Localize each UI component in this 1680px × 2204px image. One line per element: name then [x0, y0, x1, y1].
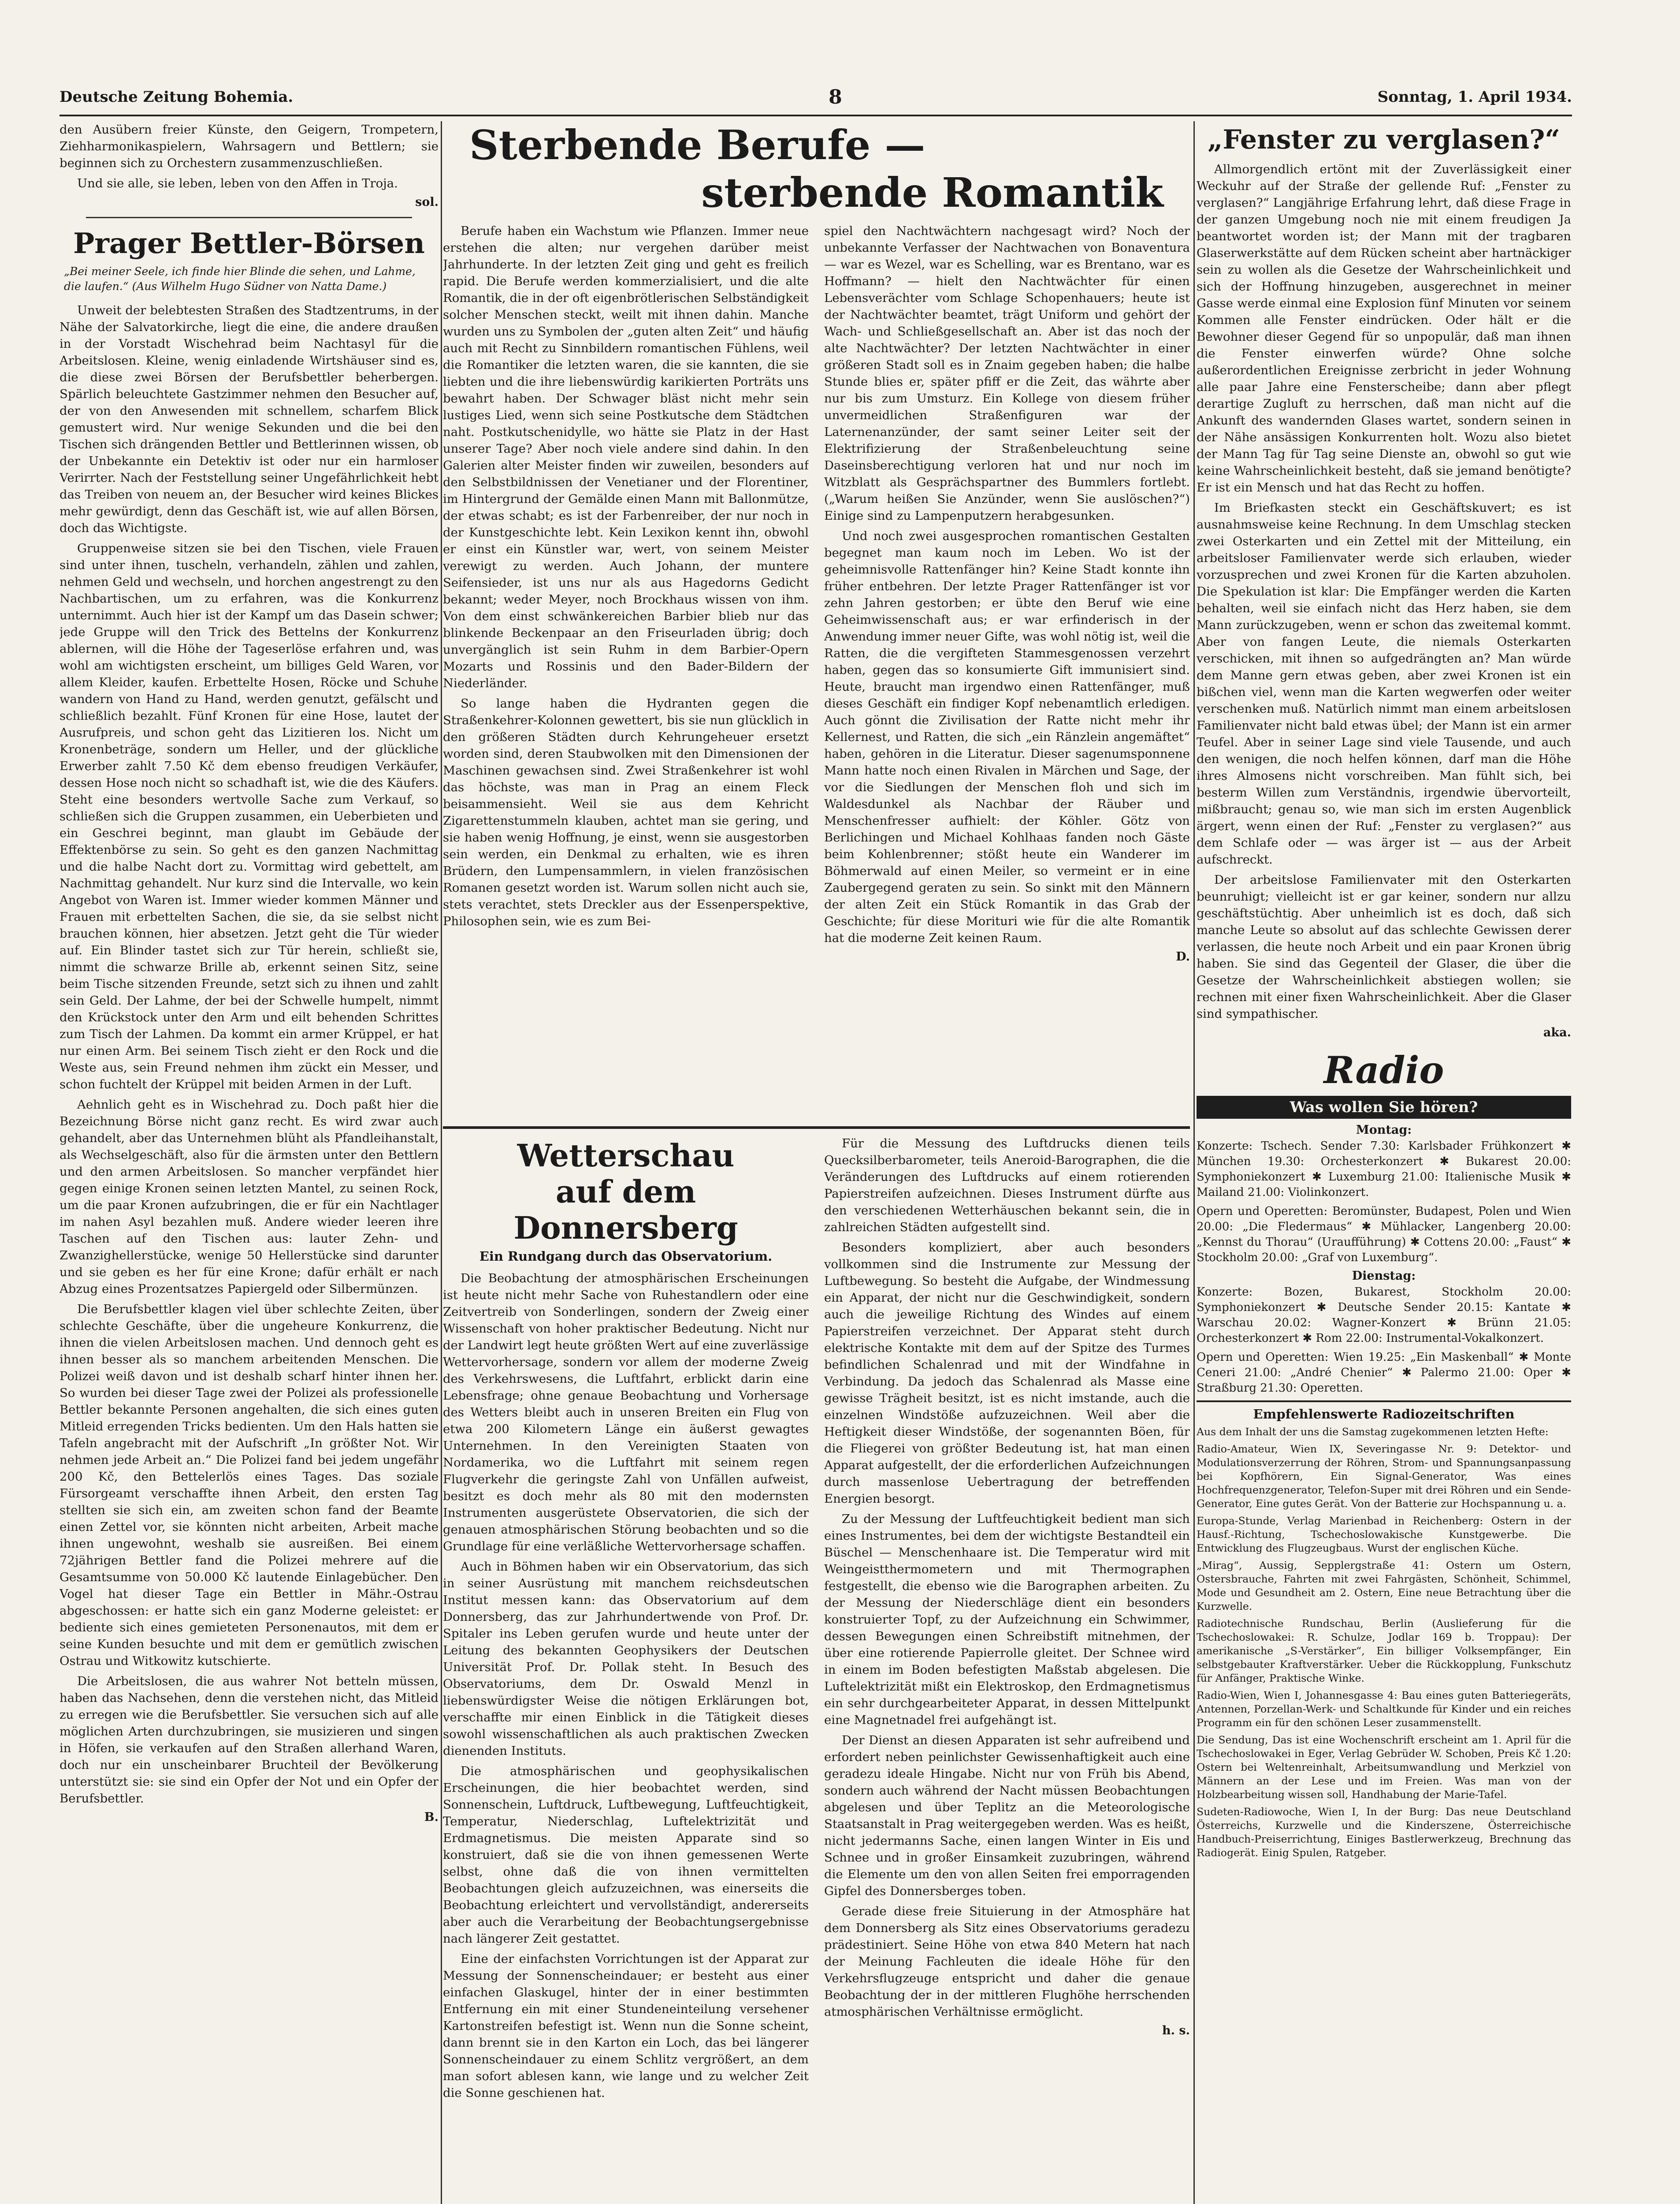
article-paragraph: Und noch zwei ausgesprochen romantischen Gestalten begegnet man kaum noch im Leben. Wo ist der geheimnisvolle Rattenfänger hin? Keine Stadt konnte ihn früher entbehren. Der letzte Prager Rattenfänger ist vor zehn Jahren gestorben; er übte den Beruf wie eine Geheimwissenschaft aus; er war erfinderisch in der Anwendung immer neuer Gifte, was wohl nötig ist, weil die Ratten, die die vergifteten Stammesgenossen verzehrt haben, gegen das so konsumierte Gift immunisiert sind. Heute, braucht man irgendwo einen Rattenfänger, muß dieses Geschäft ein findiger Kopf nebenamtlich erledigen. Auch gönnt die Zivilisation der Ratte nicht mehr ihr Kellernest, und Ratten, die sich „ein Ränzlein angemäftet“ haben, gehören in die Literatur. Dieser sagenumsponnene Mann hatte noch einen Rivalen in Märchen und Sage, der vor die Siedlungen der Menschen floh und sich im Waldesdunkel als Nachbar der Räuber und Menschenfresser aufhielt: der Köhler. Götz von Berlichingen und Michael Kohlhaas fanden noch Gäste beim Kohlenbrenner; stößt heute ein Wanderer im Böhmerwald auf einen Meiler, so vermeint er in eine Zaubergegend geraten zu sein. So sinkt mit den Männern der alten Zeit ein Stück Romantik in das Grab der Geschichte; für diese Morituri wie für die alte Romantik hat die moderne Zeit keinen Raum.	[824, 529, 1190, 945]
article-column	[443, 223, 809, 971]
article-paragraph: Gruppenweise sitzen sie bei den Tischen, viele Frauen sind unter ihnen, tuscheln, verhandeln, zählen und zahlen, nehmen Geld und wechseln, und horchen angestrengt zu den Nachbartischen, um zu erfahren, was die Konkurrenz unternimmt. Auch hier ist der Kampf um das Dasein schwer; jede Gruppe will den Trick des Bettelns der Konkurrenz ablernen, will die Höhe der Tageserlöse erfahren und, was wohl am wichtigsten erscheint, um billiges Geld Waren, vor allem Kleider, kaufen. Erbettelte Hosen, Röcke und Schuhe wandern von Hand zu Hand, werden genutzt, gefälscht und schließlich bezahlt. Fünf Kronen für eine Hose, lautet der Ausrufpreis, und schon geht das Lizitieren los. Nicht um Kronenbeträge, sondern um Heller, und der glückliche Erwerber zahlt 7.50 Kč dem ebenso freudigen Verkäufer, dessen Hose noch nicht so schadhaft ist, wie die des Käufers. Steht eine besonders wertvolle Sache zum Verkauf, so schließen sich die Gruppen zusammen, ein Ueberbieten und ein Geschrei beginnt, man glaubt im Gebäude der Effektenbörse zu sein. So geht es den ganzen Nachmittag und die halbe Nacht dort zu. Vormittag wird gebettelt, am Nachmittag gehandelt. Nur kurz sind die Intervalle, wo kein Angebot von Waren ist. Immer wieder kommen Männer und Frauen mit erbettelten Sachen, die sie, da sie selbst nicht brauchen können, hier absetzen. Jetzt geht die Tür wieder auf. Ein Blinder tastet sich zur Tür herein, schließt sie, nimmt die schwarze Brille ab, erkennt seinen Sitz, seine beim Tische sitzenden Freunde, setzt sich zu ihnen und zahlt sein Geld. Der Lahme, der bei der Schwelle humpelt, nimmt den Krückstock unter den Arm und eilt behenden Schrittes zum Tisch der Lahmen. Da kommt ein armer Krüppel, er hat nur einen Arm. Bei seinem Tisch zieht er den Rock und die Weste aus, sein Freund nehmen ihm zückt ein Messer, und schon fuchtelt der Krüppel mit beiden Armen in der Luft.	[59, 541, 439, 1091]
magazine-entry: Europa-Stunde, Verlag Marienbad in Reichenberg: Ostern in der Hausf.-Richtung, Tschechoslowakische Kunstgewerbe. Die Entwicklung des Flugzeugbaus. Wurst der englischen Küche.	[1197, 1515, 1571, 1554]
magazine-entry: Radio-Wien, Wien I, Johannesgasse 4: Bau eines guten Batteriegeräts, Antennen, Porzellan-Werk- und Schaltkunde für Kinder und ein reiches Programm ein für den schönen Leser zusammenstellt.	[1197, 1689, 1571, 1729]
newspaper-name: Deutsche Zeitung Bohemia.	[59, 88, 294, 106]
author-signature: sol.	[415, 195, 439, 209]
radio-magazines-title: Empfehlenswerte Radiozeitschriften	[1253, 1407, 1515, 1422]
article-paragraph: Die atmosphärischen und geophysikalischen Erscheinungen, die hier beobachtet werden, sind Sonnenschein, Luftdruck, Luftbewegung, Luftfeuchtigkeit, Temperatur, Niederschlag, Luftelektrizität und Erdmagnetismus. Die meisten Apparate sind so konstruiert, daß sie die von ihnen gemessenen Werte selbst, ohne daß die von ihnen vermittelten Beobachtungen gleich aufzuzeichnen, was einerseits die Beobachtung erleichtert und vervollständigt, andererseits aber auch die Verarbeitung der Beobachtungsergebnisse nach längerer Zeit gestattet.	[443, 1764, 809, 1946]
article-paragraph: Aehnlich geht es in Wischehrad zu. Doch paßt hier die Bezeichnung Börse nicht ganz recht. Es wird zwar auch gehandelt, aber das Unternehmen blüht als Pfandleihanstalt, als Wechselgeschäft, also für die ärmsten unter den Bettlern und den armen Arbeitslosen. So mancher verpfändet hier gegen einige Kronen seinen letzten Mantel, zu seinen Rock, um die paar Kronen aufzubringen, die er für ein Nachtlager im nahen Asyl bezahlen muß. Andere wieder leeren ihre Taschen auf den Tischen aus: lauter Zehn- und Zwanzighellerstücke, wenige 50 Hellerstücke sind darunter und sie geben es her für eine Krone; dafür erhält er nach Abzug eines Prozentsatzes Papiergeld oder Silbermünzen.	[59, 1098, 439, 1296]
article-paragraph: Gerade diese freie Situierung in der Atmosphäre hat dem Donnersberg als Sitz eines Observatoriums geradezu prädestiniert. Seine Höhe von etwa 840 Metern hat nach der Meinung Fachleuten die ideale Höhe für den Verkehrsflugzeuge entspricht und daher die genaue Beobachtung der in der mittleren Flughöhe herrschenden atmosphärischen Verhältnisse ermöglicht.	[824, 1904, 1190, 2019]
radio-listing: Konzerte: Bozen, Bukarest, Stockholm 20.00: Symphoniekonzert ✱ Deutsche Sender 20.15: Kantate ✱ Warschau 20.02: Wagner-Konzert ✱ Brünn 21.05: Orchesterkonzert ✱ Rom 22.00: Instrumental-Vokalkonzert.	[1197, 1285, 1571, 1345]
radio-heading: Radio	[1323, 1048, 1444, 1092]
article-paragraph: spiel den Nachtwächtern nachgesagt wird? Noch der unbekannte Verfasser der Nachtwachen von Bonaventura — war es Wezel, war es Schelling, war es Brentano, war es Hoffmann? — hielt den Nachtwächter für einen Lebensverächter vom Schlage Schopenhauers; heute ist der Nachtwächter beamtet, trägt Uniform und gehört der Wach- und Schließgesellschaft an. Aber ist das noch der alte Nachtwächter? Der letzten Nachtwächter in einer größeren Stadt soll es in Znaim gegeben haben; die halbe Stunde blies er, später pfiff er die Zeit, das währte aber nur bis zum Umsturz. Ein Kollege von diesem früher unvermeidlichen Straßenfiguren war der Laternenanzünder, der samt seiner Leiter seit der Elektrifizierung der Straßenbeleuchtung seine Daseinsberechtigung verloren hat und nur noch im Witzblatt als Gesprächspartner des Bummlers fortlebt. („Warum heißen Sie Anzünder, wenn Sie auslöschen?“) Einige sind zu Lampenputzern herabgesunken.	[824, 224, 1190, 523]
article-column	[824, 1135, 1190, 2105]
magazine-entry: Radiotechnische Rundschau, Berlin (Auslieferung für die Tschechoslowakei: R. Schulze, Jodlar 169 b. Troppau): Der amerikanische „S-Verstärker“, Ein billiger Volksempfänger, Ein selbstgebauter Kraftverstärker. Ueber die Rückkopplung, Funkschutz für Anfänger, Praktische Winke.	[1197, 1617, 1571, 1684]
article-paragraph: Die Beobachtung der atmosphärischen Erscheinungen ist heute nicht mehr Sache von Ruhestandlern oder eine Zeitvertreib von Sonderlingen, sondern der Zweig einer Wissenschaft von hoher praktischer Bedeutung. Nicht nur der Landwirt legt heute größten Wert auf eine zuverlässige Wettervorhersage, sondern vor allem der moderne Zweig des Verkehrswesens, die Luftfahrt, erblickt darin eine Lebensfrage; ohne genaue Beobachtung und Vorhersage des Wetters bleibt auch in unseren Breiten ein Flug von etwa 200 Kilometern Länge ein äußerst gewagtes Unternehmen. In den Vereinigten Staaten von Nordamerika, wo die Luftfahrt mit seinem regen Flugverkehr die geringste Zahl von Unfällen aufweist, besitzt es doch mehr als 80 mit den modernsten Instrumenten ausgerüstete Observatorien, die sich der genauen atmosphärischen Störung beobachten und so die Grundlage für eine verläßliche Wettervorhersage schaffen.	[443, 1271, 809, 1553]
column-rule	[441, 121, 442, 2204]
radio-listing: Opern und Operetten: Wien 19.25: „Ein Maskenball“ ✱ Monte Ceneri 21.00: „André Chenier“ ✱ Palermo 21.00: Oper ✱ Straßburg 21.30: Operetten.	[1197, 1351, 1571, 1395]
article-paragraph: Unweit der belebtesten Straßen des Stadtzentrums, in der Nähe der Salvatorkirche, liegt die eine, die andere draußen in der Vorstadt Wischehrad beim Nachtasyl für die Arbeitslosen. Kleine, wenig einladende Wirtshäuser sind es, die diese zwei Börsen der Berufsbettler beherbergen. Spärlich beleuchtete Gastzimmer nehmen den Besucher auf, der von den Anwesenden mit schnellem, scharfem Blick gemustert wird. Nur wenige Sekunden und die bei den Tischen sich drängenden Bettler und Bettlerinnen wissen, ob der Unbekannte ein Detektiv ist oder nur ein harmloser Verirrter. Nach der Feststellung seiner Ungefährlichkeit hebt das Treiben von neuem an, der Besucher wird keines Blickes mehr gewürdigt, denn das Geschäft ist, wie auf allen Börsen, doch das Wichtigste.	[59, 303, 439, 535]
magazine-entry: Sudeten-Radiowoche, Wien I, In der Burg: Das neue Deutschland Österreichs, Kurzwelle und die Kinderszene, Österreichische Handbuch-Preiserrichtung, Einiges Bastlerwerkzeug, Brechnung das Radiogerät. Einig Spulen, Ratgeber.	[1197, 1806, 1571, 1859]
article-title: Prager Bettler-Börsen	[73, 227, 425, 260]
article-wetterschau	[443, 1135, 1190, 2204]
article-title: sterbende Romantik	[701, 169, 1163, 216]
radio-section	[1197, 1048, 1571, 1860]
author-signature: h. s.	[1162, 2024, 1190, 2037]
article-paragraph: Der Dienst an diesen Apparaten ist sehr aufreibend und erfordert neben peinlichster Gewissenhaftigkeit auch eine geradezu ideale Hingabe. Nicht nur von Früh bis Abend, sondern auch während der Nacht müssen Beobachtungen abgelesen und über Teplitz an die Meteorologische Staatsanstalt in Prag weitergegeben werden. Was es heißt, nicht jedermanns Sache, einen langen Winter in Eis und Schnee und in großer Einsamkeit zuzubringen, während die Elemente um den von allen Seiten frei emporragenden Gipfel des Donnersberges toben.	[824, 1733, 1190, 1898]
article-paragraph: Die Berufsbettler klagen viel über schlechte Zeiten, über schlechte Geschäfte, über die ungeheure Konkurrenz, die ihnen die vielen Arbeitslosen machen. Und dennoch geht es ihnen besser als so manchem arbeitenden Menschen. Die Polizei weiß davon und ist deshalb scharf hinter ihnen her. So wurden bei dieser Tage zwei der Polizei als professionelle Bettler bekannte Personen angehalten, die sich eines guten Mitleid erregenden Tricks bedienten. Um den Hals hatten sie Tafeln angebracht mit der Aufschrift „In größter Not. Wir nehmen jede Arbeit an.“ Die Polizei fand bei jedem ungefähr 200 Kč, den Bettelerlös eines Tages. Das soziale Fürsorgeamt verschaffte ihnen Arbeit, den ersten Tag stellten sie sich ein, am zweiten schon fand der Beamte einen Zettel vor, sie könnten nicht arbeiten, Arbeit mache ihnen ungewohnt, weshalb sie ausreißen. Bei einem 72jährigen Bettler fand die Polizei mehrere auf die Gesamtsumme von 50.000 Kč lautende Einlagebücher. Den Vogel hat dieser Tage ein Bettler in Mähr.-Ostrau abgeschossen: er hatte sich ein ganz Moderne geleistet: er bediente sich eines gemieteten Personenautos, mit dem er seine Kunden besuchte und mit dem er gemütlich zwischen Ostrau und Witkowitz kutschierte.	[59, 1302, 439, 1668]
article-title: auf dem Donnersberg	[513, 1173, 738, 1246]
article-paragraph: Berufe haben ein Wachstum wie Pflanzen. Immer neue erstehen die alten; nur vergehen darüber meist Jahrhunderte. In der letzten Zeit ging und geht es freilich rapid. Die Berufe werden kommerzialisiert, und die alte Romantik, die in der oft eigenbrötlerischen Selbständigkeit solcher Menschen steckt, weilt mit ihnen dahin. Manche wurden uns zu Symbolen der „guten alten Zeit“ und häufig auch mit Recht zu Sinnbildern romantischen Fühlens, weil die Romantiker die letzten waren, die sie kannten, die sie liebten und die ihre liebenswürdig karikierten Porträts uns bewahrt haben. Der Schwager bläst nicht mehr sein lustiges Lied, wenn sich seine Postkutsche dem Städtchen naht. Postkutschenidylle, wo hätte sie Platz in der Hast unserer Tage? Aber noch viele andere sind dahin. In den Galerien alter Meister finden wir zuweilen, besonders auf den Selbstbildnissen der Venetianer und der Florentiner, im Hintergrund der Gemälde einen Mann mit Ballonmütze, der etwas schabt; es ist der Farbenreiber, der nur noch in der Kunstgeschichte lebt. Kein Lexikon kennt ihn, obwohl er einst ein Künstler war, wert, von seinem Meister verewigt zu werden. Auch Johann, der muntere Seifensieder, ist uns nur als aus Hagedorns Gedicht bekannt; weder Meyer, noch Brockhaus wissen von ihm. Von dem einst schwänkereichen Barbier blieb nur das blinkende Beckenpaar an den Friseurladen übrig; doch unvergänglich ist sein Ruhm in dem Barbier-Opern Mozarts und Rossinis und den Bader-Bildern der Niederländer.	[443, 224, 809, 690]
radio-day: Montag:	[1356, 1123, 1412, 1137]
article-column	[824, 223, 1190, 971]
article-sterbende-berufe	[443, 121, 1190, 1117]
article-paragraph: Besonders kompliziert, aber auch besonders vollkommen sind die Instrumente zur Messung der Luftbewegung. So besteht die Aufgabe, der Windmessung ein Apparat, der nicht nur die Geschwindigkeit, sondern auch die jeweilige Richtung des Windes auf einem Papierstreifen verzeichnet. Der Apparat steht durch elektrische Kontakte mit dem auf der Spitze des Turmes befindlichen Schalenrad und mit der Windfahne in Verbindung. Da jedoch das Schalenrad als Masse eine gewisse Trägheit besitzt, ist es nicht imstande, auch die einzelnen Windstöße aufzuzeichnen. Weil aber die Heftigkeit dieser Windstöße, der sogenannten Böen, für die Fliegerei von größter Bedeutung ist, hat man einen Apparat aufgestellt, der die erforderlichen Aufzeichnungen durch massenlose Uebertragung der betreffenden Energien besorgt.	[824, 1240, 1190, 1506]
article-paragraph: Für die Messung des Luftdrucks dienen teils Quecksilberbarometer, teils Aneroid-Barographen, die die Veränderungen des Luftdrucks auf einem rotierenden Papierstreifen aufzeichnen. Dieses Instrument dürfte aus den verschiedenen Wetterhäuschen bekannt sein, die in zahlreichen Städten aufgestellt sind.	[824, 1136, 1190, 1234]
article-title: „Fenster zu verglasen?“	[1208, 124, 1560, 155]
author-signature: D.	[1176, 950, 1190, 964]
page-number: 8	[829, 86, 842, 108]
column-left	[59, 121, 439, 2204]
article-title: Sterbende Berufe —	[469, 121, 925, 169]
section-divider	[1197, 1400, 1571, 1402]
continued-text: den Ausübern freier Künste, den Geigern, Trompetern, Ziehharmonikaspielern, Wahrsagern und Bettlern; sie beginnen sich zu Orchestern zusammenzuschließen.	[59, 123, 439, 170]
radio-listing: Konzerte: Tschech. Sender 7.30: Karlsbader Frühkonzert ✱ München 19.30: Orchesterkonzert ✱ Bukarest 20.00: Symphoniekonzert ✱ Luxemburg 21.00: Italienische Musik ✱ Mailand 21.00: Violinkonzert.	[1197, 1139, 1571, 1199]
radio-banner: Was wollen Sie hören?	[1197, 1096, 1571, 1119]
author-signature: aka.	[1543, 1026, 1571, 1039]
magazine-entry: Aus dem Inhalt der uns die Samstag zugekommenen letzten Hefte:	[1197, 1426, 1549, 1438]
magazine-entry: Die Sendung, Das ist eine Wochenschrift erscheint am 1. April für die Tschechoslowakei in Eger, Verlag Gebrüder W. Schoben, Preis Kč 1.20: Ostern bei Weltenreinhalt, Arbeitsumwandlung und Merkziel von Männern an der Lese und im Freien. Was man von der Holzbearbeitung wissen soll, Handhabung der Marie-Tafel.	[1197, 1734, 1571, 1801]
article-paragraph: Allmorgendlich ertönt mit der Zuverlässigkeit einer Weckuhr auf der Straße der gellende Ruf: „Fenster zu verglasen?“ Langjährige Erfahrung lehrt, daß diese Frage in der ganzen Umgebung noch nie mit einem freudigen Ja beantwortet worden ist; der Mann mit der tragbaren Glaserwerkstätte auf dem Rücken scheint aber hartnäckiger sein zu wollen als die Gesetze der Wahrscheinlichkeit und sich der Hoffnung hinzugeben, ausgerechnet in meiner Gasse werde einmal eine Explosion fünf Minuten vor seinem Kommen alle Fenster eindrücken. Oder hält er die Bewohner dieser Gegend für so unpopulär, daß man ihnen die Fenster einwerfen würde? Ohne solche außerordentlichen Ereignisse zerbricht in jeder Wohnung alle paar Jahre eine Fensterscheibe; dann aber pflegt derartige Zugluft zu herrschen, daß man nicht auf die Ankunft des wandernden Glases wartet, sondern seinen in der Nähe ansässigen Konkurrenten holt. Wozu also bietet der Mann Tag für Tag seine Dienste an, obwohl so gut wie keine Wahrscheinlichkeit besteht, daß sie jemand benötigte? Er ist ein Mensch und hat das Recht zu hoffen.	[1197, 162, 1571, 495]
article-paragraph: So lange haben die Hydranten gegen die Straßenkehrer-Kolonnen gewettert, bis sie nun glücklich in den größeren Städten durch Kehrungeheuer ersetzt worden sind, deren Staubwolken mit den Dimensionen der Maschinen gewachsen sind. Zwei Straßenkehrer ist wohl das höchste, was man in Prag an einem Fleck beisammensieht. Weil sie aus dem Kehricht Zigarettenstummeln klauben, achtet man sie gering, und sie haben wenig Hoffnung, je einst, wenn sie ausgestorben sein werden, ein Denkmal zu erhalten, wie es ihren Brüdern, den Lumpensammlern, in vielen französischen Romanen gesetzt worden ist. Warum sollen nicht auch sie, stets verachtet, stets Dreckler aus der Essenperspektive, Philosophen sein, wie es zum Bei-	[443, 696, 809, 928]
continued-end: Und sie alle, sie leben, leben von den Affen in Troja.	[77, 176, 398, 190]
radio-day: Dienstag:	[1352, 1269, 1416, 1283]
magazine-entry: Radio-Amateur, Wien IX, Severingasse Nr. 9: Detektor- und Modulationsverzerrung der Röhren, Strom- und Spannungsanpassung bei Kopfhörern, Ein Signal-Generator, Was eines Hochfrequenzgenerator, Telefon-Super mit drei Röhren und ein Sende-Generator, Eine gutes Gerät. Von der Batterie zur Hochspannung u. a.	[1197, 1443, 1571, 1510]
article-divider	[443, 1126, 1190, 1129]
page-header	[59, 79, 1572, 116]
article-column	[443, 1135, 809, 2105]
column-right	[1197, 121, 1571, 2204]
article-paragraph: Zu der Messung der Luftfeuchtigkeit bedient man sich eines Instrumentes, bei dem der wichtigste Bestandteil ein Büschel — Menschenhaare ist. Die Temperatur wird mit Weingeistthermometern und mit Thermographen festgestellt, die ebenso wie die Barographen arbeiten. Zu der Messung der Niederschläge dient ein besonders konstruierter Topf, zu der Aufzeichnung ein Schwimmer, dessen Bewegungen einen Schreibstift mitnehmen, der über eine rotierende Papierrolle gleitet. Der Schnee wird in einem im Boden befestigten Maßstab abgelesen. Die Luftelektrizität mißt ein Elektroskop, den Erdmagnetismus ein sehr durchgearbeiteter Apparat, in dessen Mittelpunkt eine Magnetnadel frei aufgehängt ist.	[824, 1512, 1190, 1727]
article-paragraph: Der arbeitslose Familienvater mit den Osterkarten beunruhigt; vielleicht ist er gar keiner, sondern nur allzu geschäftstüchtig. Aber unheimlich ist es doch, daß sich manche Leute so absolut auf das schlechte Gewissen derer verlassen, die heute noch Arbeit und ein paar Kronen übrig haben. Sie sind das Gegenteil der Glaser, die über die Gesetze der Wahrscheinlichkeit abstiegen wollen; sie rechnen mit einer fixen Wahrscheinlichkeit. Aber die Glaser sind sympathischer.	[1197, 873, 1571, 1021]
article-subtitle: Ein Rundgang durch das Observatorium.	[479, 1249, 773, 1264]
article-divider	[86, 217, 412, 218]
article-paragraph: Auch in Böhmen haben wir ein Observatorium, das sich in seiner Ausrüstung mit manchem reichsdeutschen Institut messen kann: das Observatorium auf dem Donnersberg, das zur Jahrhundertwende von Prof. Dr. Spitaler ins Leben gerufen wurde und heute unter der Leitung des bekannten Geophysikers der Deutschen Universität Prof. Dr. Pollak steht. In Besuch des Observatoriums, dem Dr. Oswald Menzl in liebenswürdigster Weise die nötigen Erklärungen bot, verschaffte mir einen Einblick in die Tätigkeit dieses sowohl wissenschaftlichen als auch praktischen Zwecken dienenden Instituts.	[443, 1560, 809, 1758]
radio-magazines	[1197, 1407, 1571, 1860]
radio-listing: Opern und Operetten: Beromünster, Budapest, Polen und Wien 20.00: „Die Fledermaus“ ✱ Mühlacker, Langenberg 20.00: „Kennst du Thorau“ (Uraufführung) ✱ Cottens 20.00: „Faust“ ✱ Stockholm 20.00: „Graf von Luxemburg“.	[1197, 1205, 1571, 1264]
column-rule	[1193, 121, 1195, 2204]
article-paragraph: Eine der einfachsten Vorrichtungen ist der Apparat zur Messung der Sonnenscheindauer; er besteht aus einer einfachen Glaskugel, hinter der in einer bestimmten Entfernung ein mit einer Stundeneinteilung versehener Kartonstreifen befestigt ist. Wenn nun die Sonne scheint, dann brennt sie in den Karton ein Loch, das bei längerer Sonnenscheindauer zu einem Schlitz vergrößert, an dem man sofort ablesen kann, wie lange und zu welcher Zeit die Sonne geschienen hat.	[443, 1952, 809, 2100]
issue-date: Sonntag, 1. April 1934.	[1377, 88, 1572, 106]
article-title: Wetterschau	[517, 1137, 735, 1174]
author-signature: B.	[424, 1810, 439, 1824]
article-paragraph: Die Arbeitslosen, die aus wahrer Not betteln müssen, haben das Nachsehen, denn die verstehen nicht, das Mitleid zu erregen wie die Berufsbettler. Sie versuchen sich auf alle möglichen Arten durchzubringen, sie musizieren und singen in Höfen, sie verkaufen auf den Straßen allerhand Waren, doch nur ein unscheinbarer Bruchteil der Bevölkerung unterstützt sie: sie sind ein Opfer der Not und ein Opfer der Berufsbettler.	[59, 1674, 439, 1806]
magazine-entry: „Mirag“, Aussig, Sepplergstraße 41: Ostern um Ostern, Ostersbrauche, Fahrten mit zwei Fahrgästen, Schönheit, Schimmel, Mode und Gesundheit am 2. Ostern, Eine neue Betrachtung über die Kurzwelle.	[1197, 1559, 1571, 1612]
article-epigraph: „Bei meiner Seele, ich finde hier Blinde die sehen, und Lahme, die laufen.“ (Aus Wilhelm Hugo Südner von Natta Dame.)	[64, 265, 416, 293]
article-paragraph: Im Briefkasten steckt ein Geschäftskuvert; es ist ausnahmsweise keine Rechnung. In dem Umschlag stecken zwei Osterkarten und ein Zettel mit der Mitteilung, ein arbeitsloser Familienvater werde sich erlauben, wieder vorzusprechen und zwei Kronen für die Karten abzuholen. Die Spekulation ist klar: Die Empfänger werden die Karten behalten, weil sie einfach nicht das Herz haben, sie dem Mann zurückzugeben, wenn er schon das zweitemal kommt. Aber von fangen Leute, die niemals Osterkarten verschicken, mit ihnen so aufgedrängten an? Man würde dem Manne gern etwas geben, aber zwei Kronen ist ein bißchen viel, wenn man die Karten wegwerfen oder weiter verschenken muß. Natürlich nimmt man einem arbeitslosen Familienvater nicht bald etwas übel; der Mann ist ein armer Teufel. Aber in seiner Lage sind viele Tausende, und auch den wenigen, die noch helfen können, darf man die Höhe ihres Almosens nicht vorschreiben. Man fühlt sich, bei besterm Willen zum Verständnis, irgendwie übervorteilt, mißbraucht; genau so, wie man sich im ersten Augenblick ärgert, wenn einen der Ruf: „Fenster zu verglasen?“ aus dem Schlafe oder — was ärger ist — aus der Arbeit aufschreckt.	[1197, 501, 1571, 867]
